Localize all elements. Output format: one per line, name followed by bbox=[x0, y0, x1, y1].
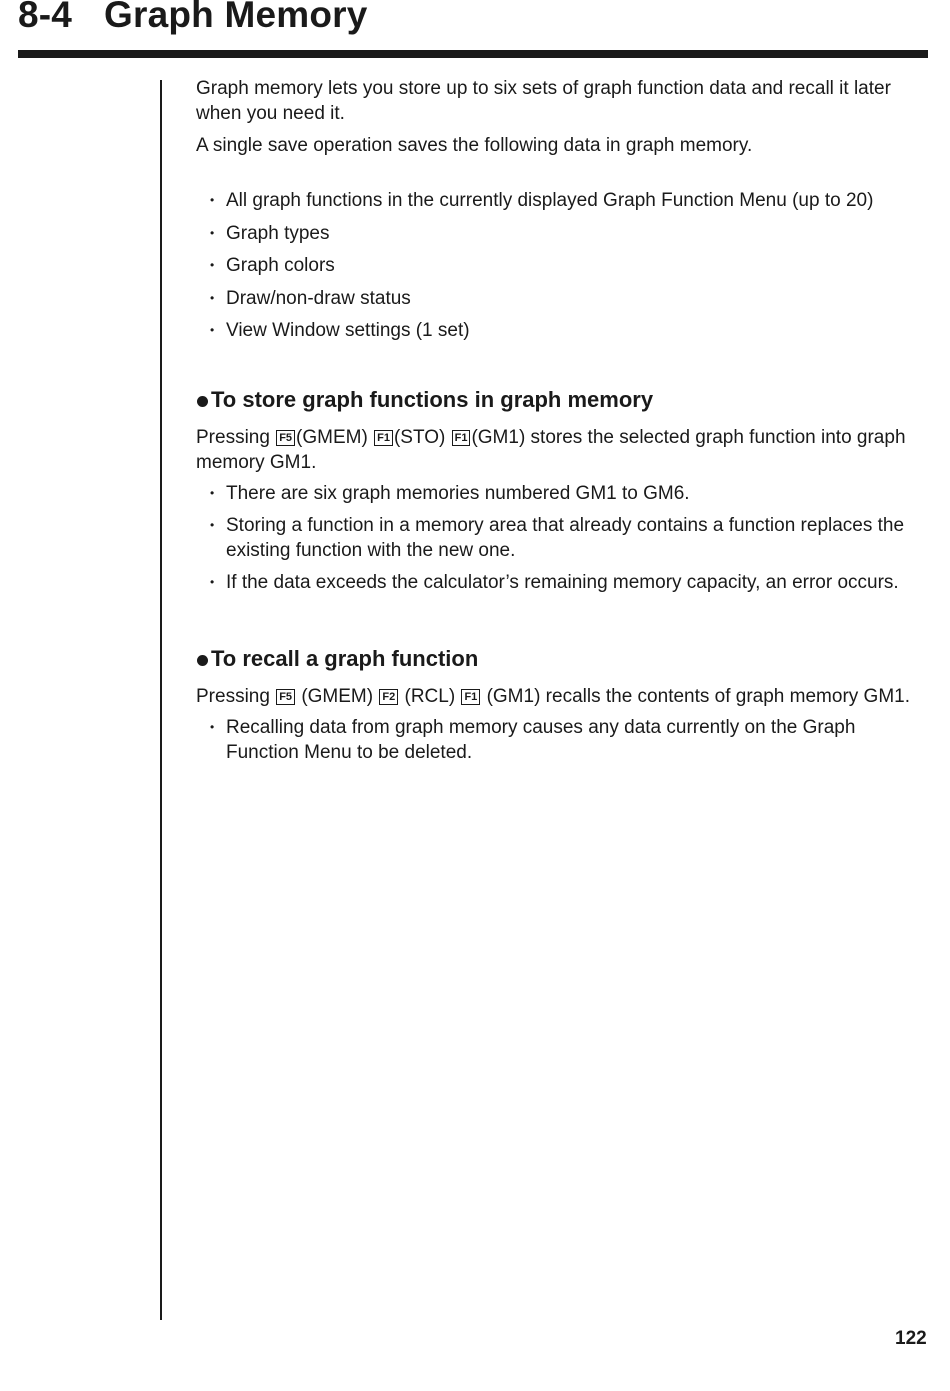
content-column bbox=[196, 76, 926, 772]
recall-notes-list bbox=[196, 715, 926, 765]
intro-paragraph: Graph memory lets you store up to six sets of graph function data and recall it later when you need it. bbox=[196, 78, 891, 124]
page-title bbox=[18, 0, 368, 36]
title-rule bbox=[18, 50, 928, 58]
list-item: • Draw/non-draw status bbox=[196, 286, 926, 311]
intro-paragraph: A single save operation saves the following data in graph memory. bbox=[196, 135, 753, 156]
recall-heading: To recall a graph function bbox=[196, 644, 926, 674]
f5-key-icon: F5 bbox=[276, 430, 295, 446]
list-item: • Graph types bbox=[196, 221, 926, 246]
store-instructions: Pressing F5 (GMEM) F1 (STO) F1 (GM1) stores the selected graph function into graph memory GM1. bbox=[196, 427, 906, 473]
list-item: • Recalling data from graph memory causes any data currently on the Graph Function Menu to be deleted. bbox=[196, 715, 926, 765]
section-number: 8-4 bbox=[18, 0, 73, 35]
list-item: • View Window settings (1 set) bbox=[196, 318, 926, 343]
list-item: • There are six graph memories numbered GM1 to GM6. bbox=[196, 481, 926, 506]
f5-key-icon: F5 bbox=[276, 689, 295, 705]
list-item: • Storing a function in a memory area that already contains a function replaces the existing function with the new one. bbox=[196, 513, 926, 563]
store-notes-list bbox=[196, 481, 926, 595]
f1-key-icon: F1 bbox=[374, 430, 393, 446]
store-heading: To store graph functions in graph memory bbox=[196, 385, 926, 415]
list-item: • Graph colors bbox=[196, 253, 926, 278]
f1-key-icon: F1 bbox=[452, 430, 471, 446]
list-item: • All graph functions in the currently displayed Graph Function Menu (up to 20) bbox=[196, 188, 926, 213]
f2-key-icon: F2 bbox=[379, 689, 398, 705]
list-item: • If the data exceeds the calculator’s remaining memory capacity, an error occurs. bbox=[196, 570, 926, 595]
f1-key-icon: F1 bbox=[461, 689, 480, 705]
saved-data-list bbox=[196, 188, 926, 343]
page-number: 122 bbox=[895, 1328, 927, 1349]
margin-line bbox=[160, 80, 162, 1320]
recall-instructions: Pressing F5 (GMEM) F2 (RCL) F1 (GM1) recalls the contents of graph memory GM1. bbox=[196, 686, 911, 707]
section-title: Graph Memory bbox=[104, 0, 368, 35]
